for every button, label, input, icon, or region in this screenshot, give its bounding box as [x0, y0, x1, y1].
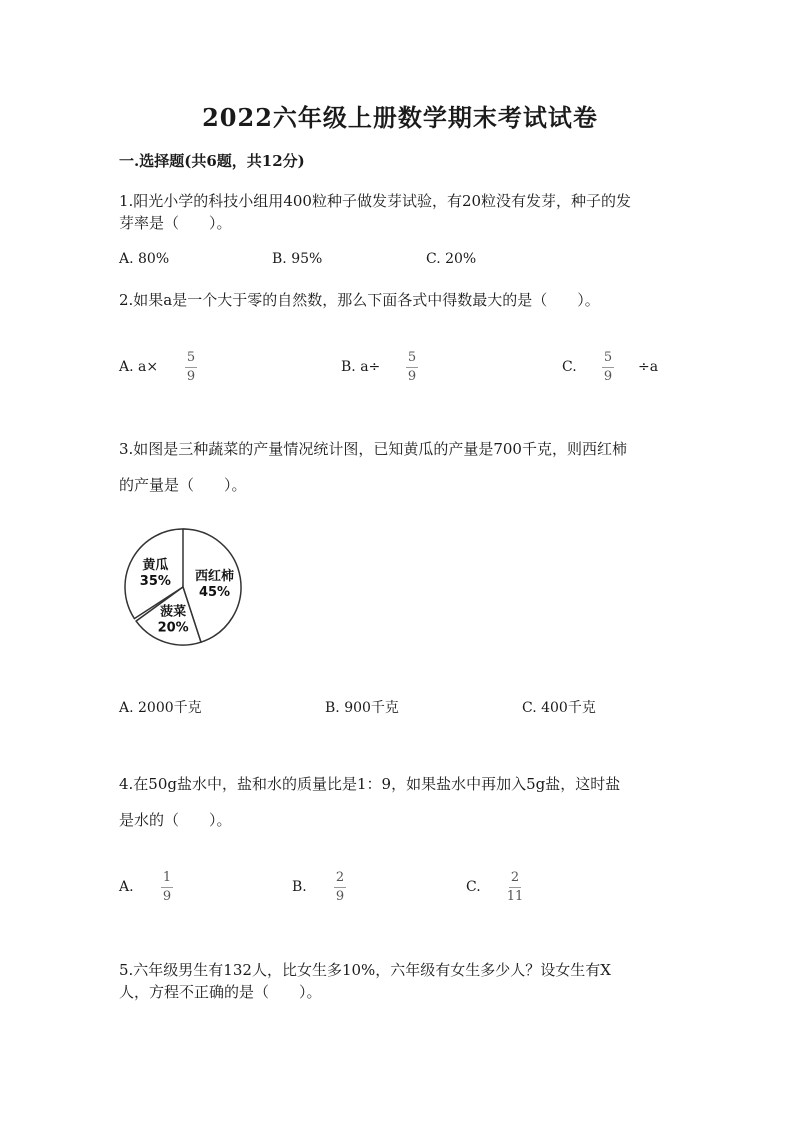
fraction-denominator: 9	[407, 369, 417, 384]
q4-option-b-fraction	[330, 870, 350, 905]
pie-label-1: 西红柿	[194, 569, 235, 585]
q4-option-a-prefix: A.	[119, 879, 134, 895]
q1-option-b: B. 95%	[272, 251, 323, 267]
fraction-numerator: 2	[510, 870, 520, 885]
q4-option-b-prefix: B.	[292, 879, 307, 895]
pie-label-2: 菠菜	[160, 604, 187, 620]
pie-value-label-2: 20%	[157, 620, 189, 636]
q2-option-a-fraction	[181, 350, 201, 385]
q4-text-line2: 是水的（ ）。	[119, 811, 232, 829]
q2-option-b-fraction	[402, 350, 422, 385]
q2-option-c-suffix: ÷a	[638, 359, 659, 375]
fraction-numerator: 1	[162, 870, 172, 885]
fraction-numerator: 2	[335, 870, 345, 885]
q3-text-line2: 的产量是（ ）。	[119, 476, 247, 494]
fraction-denominator: 9	[162, 889, 172, 904]
q3-option-b: B. 900千克	[325, 700, 399, 716]
q2-option-c-prefix: C.	[562, 359, 577, 375]
q3-option-a: A. 2000千克	[119, 700, 202, 716]
page-title: 2022六年级上册数学期末考试试卷	[202, 103, 598, 132]
q2-option-a-prefix: A. a×	[119, 359, 159, 375]
fraction-numerator: 5	[603, 350, 613, 365]
q2-text: 2.如果a是一个大于零的自然数，那么下面各式中得数最大的是（ ）。	[119, 291, 600, 309]
q1-text-line1: 1.阳光小学的科技小组用400粒种子做发芽试验，有20粒没有发芽，种子的发	[119, 192, 632, 210]
q5-text-line2: 人，方程不正确的是（ ）。	[119, 983, 322, 1001]
fraction-numerator: 5	[407, 350, 417, 365]
pie-value-label-0: 35%	[139, 574, 171, 590]
fraction-denominator: 9	[603, 369, 613, 384]
fraction-denominator: 11	[506, 889, 524, 904]
q2-option-c-fraction	[598, 350, 618, 385]
vegetable-pie-chart	[118, 525, 248, 655]
pie-value-label-1: 45%	[198, 585, 231, 601]
q2-option-b-prefix: B. a÷	[341, 359, 381, 375]
q4-option-c-prefix: C.	[466, 879, 481, 895]
q4-option-a-fraction	[157, 870, 177, 905]
fraction-denominator: 9	[186, 369, 196, 384]
q1-option-a: A. 80%	[119, 251, 170, 267]
q1-option-c: C. 20%	[426, 251, 477, 267]
q3-option-c: C. 400千克	[522, 700, 596, 716]
q1-text-line2: 芽率是（ ）。	[119, 214, 232, 232]
q3-text-line1: 3.如图是三种蔬菜的产量情况统计图，已知黄瓜的产量是700千克，则西红柿	[119, 440, 627, 458]
section-heading: 一.选择题(共6题，共12分)	[119, 152, 305, 170]
q4-option-c-fraction	[505, 870, 525, 905]
pie-label-0: 黄瓜	[142, 558, 169, 574]
q4-text-line1: 4.在50g盐水中，盐和水的质量比是1：9，如果盐水中再加入5g盐，这时盐	[119, 775, 621, 793]
q5-text-line1: 5.六年级男生有132人，比女生多10%，六年级有女生多少人？设女生有X	[119, 961, 611, 979]
fraction-numerator: 5	[186, 350, 196, 365]
fraction-denominator: 9	[335, 889, 345, 904]
